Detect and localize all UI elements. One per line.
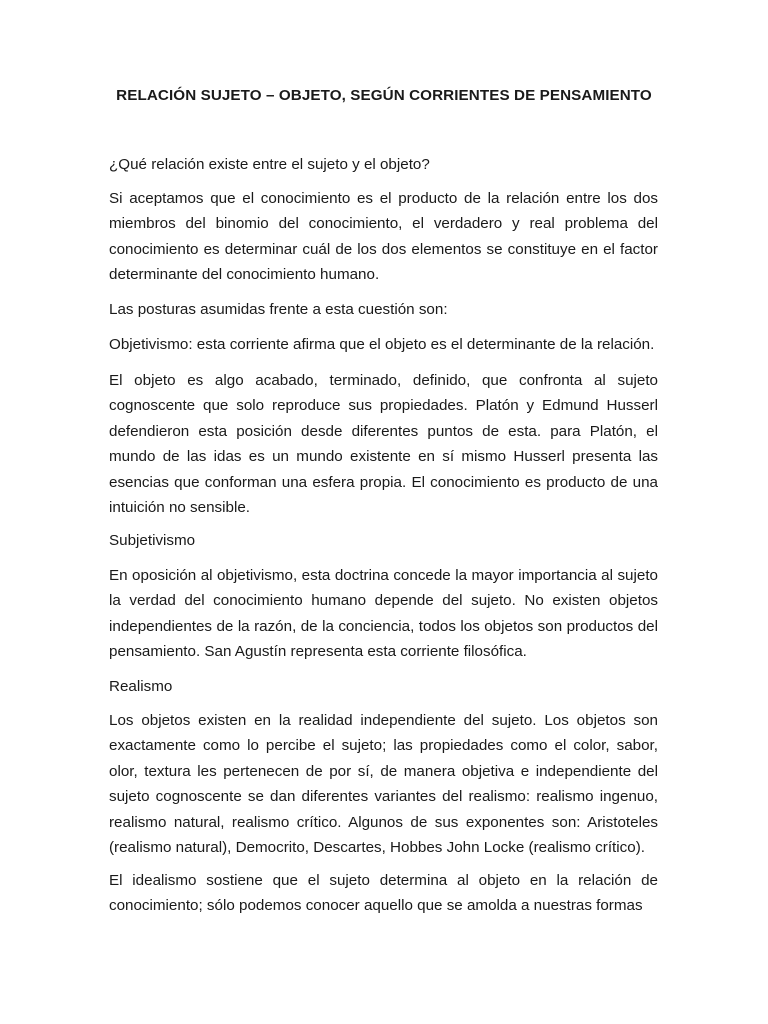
subjetivismo-body: En oposición al objetivismo, esta doctrina concede la mayor importancia al sujeto la verdad del conocimiento humano depende del sujeto. No existen objetos independientes de la razón, de la conciencia, todos los objetos son productos del pensamiento. San Agustín representa esta corriente filosófica. bbox=[109, 567, 658, 661]
intro-paragraph: Si aceptamos que el conocimiento es el producto de la relación entre los dos miembros del binomio del conocimiento, el verdadero y real problema del conocimiento es determinar cuál de los dos elementos se constituye en el factor determinante del conocimiento humano. bbox=[109, 190, 658, 284]
question-paragraph: ¿Qué relación existe entre el sujeto y el objeto? bbox=[109, 156, 430, 173]
idealismo-body: El idealismo sostiene que el sujeto determina al objeto en la relación de conocimiento; sólo podemos conocer aquello que se amolda a nuestras formas bbox=[109, 872, 658, 915]
realismo-body: Los objetos existen en la realidad independiente del sujeto. Los objetos son exactamente como lo percibe el sujeto; las propiedades como el color, sabor, olor, textura les pertenecen de por sí, de manera objetiva e independiente del sujeto cognoscente se dan diferentes variantes del realismo: realismo ingenuo, realismo natural, realismo crítico. Algunos de sus exponentes son: Aristoteles (realismo natural), Democrito, Descartes, Hobbes John Locke (realismo crítico). bbox=[109, 712, 658, 857]
objetivismo-definition: Objetivismo: esta corriente afirma que el objeto es el determinante de la relación. bbox=[109, 336, 655, 353]
subjetivismo-heading: Subjetivismo bbox=[109, 532, 196, 549]
realismo-heading: Realismo bbox=[109, 678, 173, 695]
objetivismo-body: El objeto es algo acabado, terminado, definido, que confronta al sujeto cognoscente que solo reproduce sus propiedades. Platón y Edmund Husserl defendieron esta posición desde diferentes puntos de esta. para Platón, el mundo de las idas es un mundo existente en sí mismo Husserl presenta las esencias que conforman una esfera propia. El conocimiento es producto de una intuición no sensible. bbox=[109, 372, 658, 517]
postures-paragraph: Las posturas asumidas frente a esta cuestión son: bbox=[109, 301, 448, 318]
document-title: RELACIÓN SUJETO – OBJETO, SEGÚN CORRIENTES DE PENSAMIENTO bbox=[116, 87, 652, 104]
